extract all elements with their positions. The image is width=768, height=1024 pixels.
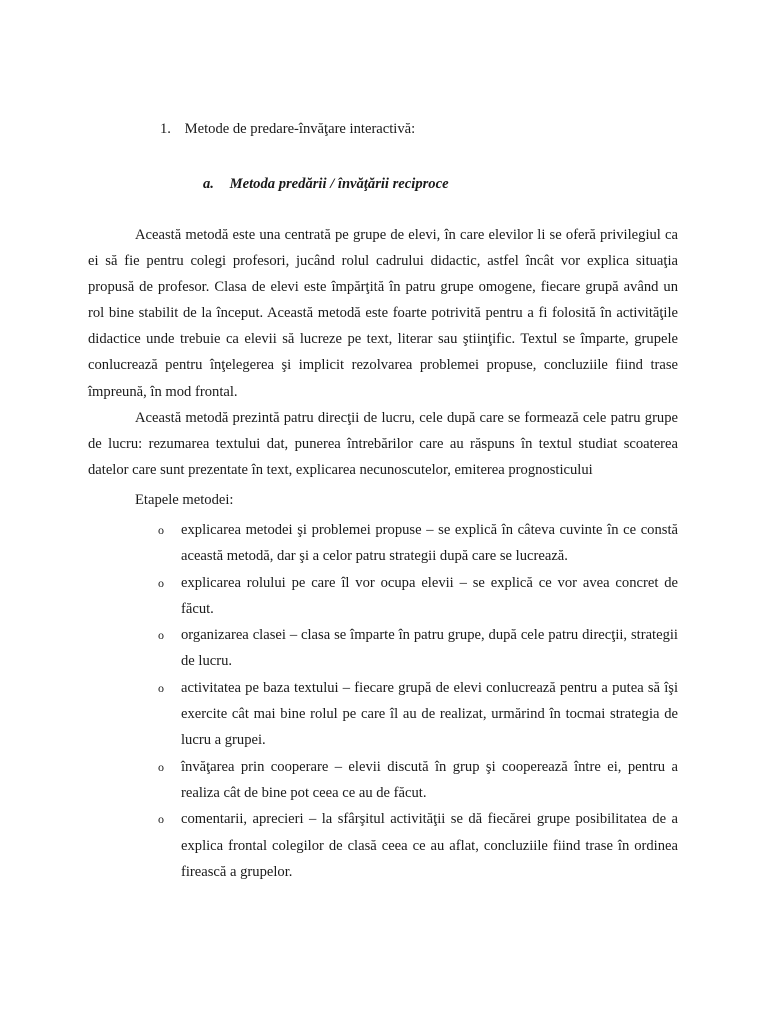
list-item-text: explicarea metodei şi problemei propuse – se explică în câteva cuvinte în ce constă această metodă, dar şi a celor patru strategii după care se lucrează. <box>181 522 678 565</box>
list-item-text: organizarea clasei – clasa se împarte în patru grupe, după cele patru direcţii, strategii de lucru. <box>181 627 678 670</box>
bullet-icon: o <box>158 575 164 590</box>
section-title: Metode de predare-învăţare interactivă: <box>184 121 416 137</box>
list-item <box>135 570 678 623</box>
paragraph-text: Această metodă este una centrată pe grupe de elevi, în care elevilor li se oferă privilegiul ca ei să fie pentru colegi profesori, jucând rolul cadrului didactic, astfel încât vor explica situaţia propusă de profesor. Clasa de elevi este împărţită în patru grupe omogene, fiecare grupă având un rol bine stabilit de la început. Această metodă este foarte potrivită pentru a fi folosită în activităţile didactice unde trebuie ca elevii să lucreze pe text, literar sau ştiinţific. Textul se împarte, grupele conlucrează pentru înţelegerea şi implicit rezolvarea problemei propuse, concluziile fiind trase împreună, în mod frontal. <box>88 227 678 400</box>
section-number: 1. <box>160 121 171 137</box>
bullet-icon: o <box>158 759 164 774</box>
list-item-text: învăţarea prin cooperare – elevii discută în grup şi cooperează între ei, pentru a realiza cât de bine pot ceea ce au de făcut. <box>181 758 678 801</box>
list-item <box>135 754 678 807</box>
bullet-icon: o <box>158 812 164 827</box>
steps-label: Etapele metodei: <box>135 492 234 508</box>
paragraph-2 <box>88 405 678 483</box>
section-heading <box>160 119 415 139</box>
subsection-letter: a. <box>203 176 214 192</box>
subsection-heading <box>203 174 449 194</box>
paragraph-1 <box>88 222 678 405</box>
list-item <box>135 806 678 885</box>
list-item-text: activitatea pe baza textului – fiecare grupă de elevi conlucrează pentru a putea să îşi exercite cât mai bine rolul pe care îl au de realizat, urmărind în tocmai strategia de lucru a grupei. <box>181 679 678 749</box>
paragraph-text: Această metodă prezintă patru direcţii de lucru, cele după care se formează cele patru grupe de lucru: rezumarea textului dat, punerea întrebărilor care au răspuns în textul studiat scoaterea datelor care sunt prezentate în text, explicarea necunoscutelor, emiterea prognosticului <box>88 410 678 479</box>
subsection-title: Metoda predării / învăţării reciproce <box>229 176 449 192</box>
list-item-text: comentarii, aprecieri – la sfârşitul activităţii se dă fiecărei grupe posibilitatea de a explica frontal colegilor de clasă ceea ce au aflat, concluziile fiind trase în ordinea firească a grupelor. <box>181 811 678 880</box>
list-item <box>135 622 678 675</box>
list-item <box>135 517 678 570</box>
bullet-icon: o <box>158 680 164 695</box>
list-item-text: explicarea rolului pe care îl vor ocupa elevii – se explică ce vor avea concret de făcut. <box>181 574 678 617</box>
bullet-icon: o <box>158 523 164 537</box>
bullet-icon: o <box>158 628 164 643</box>
list-item <box>135 675 678 754</box>
steps-list <box>135 517 678 885</box>
